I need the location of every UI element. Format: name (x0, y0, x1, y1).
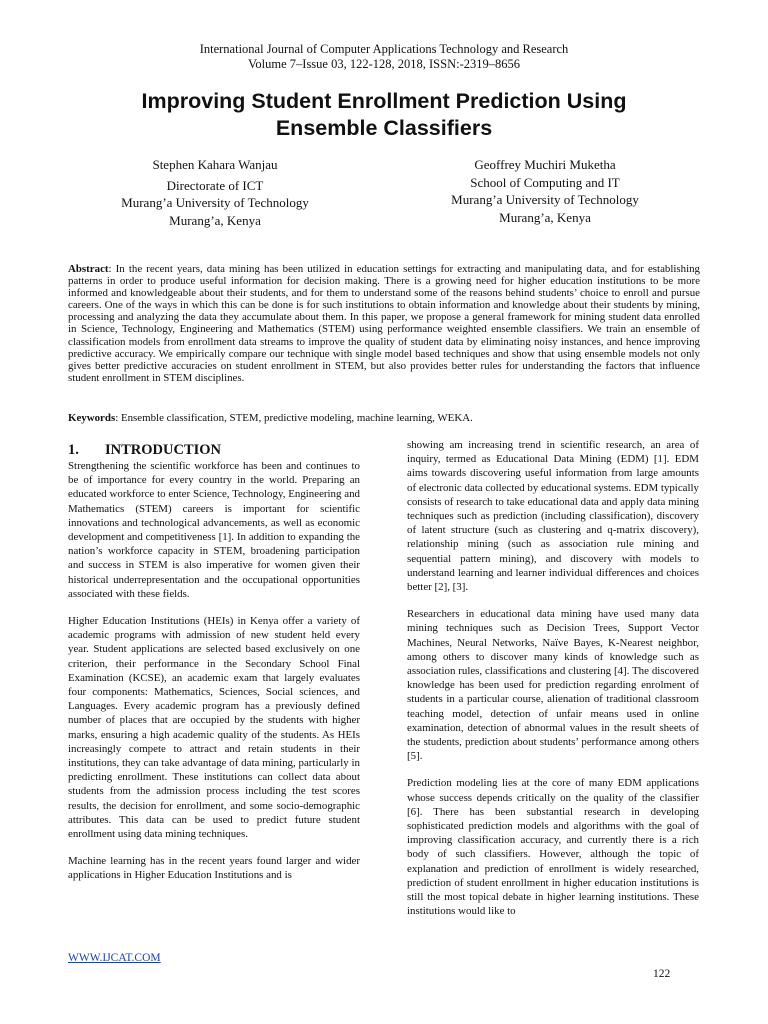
page-number: 122 (653, 968, 671, 980)
author-university: Murang’a University of Technology (451, 192, 639, 207)
paragraph: Strengthening the scientific workforce has been and continues to be of importance for every country in the world. Preparing an educated workforce to enter Science, Technology, Engineering and Mathematics (STEM) careers is important for scientific innovations and technological advancements, as well as economic development and competitiveness [1]. In addition to expanding the nation’s workforce capacity in STEM, broadening participation and success in STEM is also imperative for women given their historical underrepresentation and the occupational opportunities associated with these fields. (68, 460, 360, 600)
author-affiliation: Directorate of ICT (166, 177, 264, 193)
paragraph: Prediction modeling lies at the core of many EDM applications whose success depends critically on the quality of the classifier [6]. There has been substantial research in developing sophisticated prediction models and algorithms with the goal of improving classification accuracy, and currently there is a rich body of such classifiers. However, although the topic of explanation and prediction of enrollment is widely researched, prediction of student enrollment in higher education institutions is still the most topical debate in higher learning institutions. These institutions would like to (407, 777, 699, 918)
section-number: 1. (68, 442, 79, 458)
journal-volume: Volume 7–Issue 03, 122-128, 2018, ISSN:-2319–8656 (248, 57, 520, 71)
author-block-1 (95, 156, 335, 229)
paragraph: Researchers in educational data mining have used many data mining techniques such as Decision Trees, Support Vector Machines, Neural Networks, Naïve Bayes, K-Nearest neighbor, among others to discover many kinds of knowledge such as association rules, classifications and clustering [4]. The discovered knowledge has been used for prediction regarding enrolment of students in a particular course, alienation of traditional classroom teaching model, detection of unfair means used in online examination, detection of abnormal values in the result sheets of the students, prediction about students’ performance among others [5]. (407, 608, 699, 763)
paragraph: Machine learning has in the recent years found larger and wider applications in Higher Education Institutions and is (68, 855, 360, 882)
author-block-2 (415, 156, 675, 226)
author-name: Geoffrey Muchiri Muketha (474, 157, 616, 172)
paragraph: Higher Education Institutions (HEIs) in Kenya offer a variety of academic programs with admission of new student held every year. Student applications are selected based exclusively on one criterion, their performance in the Secondary School Final Examination (KCSE), an academic exam that largely evaluates four components: Mathematics, Sciences, Social sciences, and Languages. Every academic program has a previously defined number of places that are occupied by the students with higher marks, ensuring a high academic quality of the students. As HEIs increasingly compete to attract and retain students in their institutions, they can take advantage of data mining, particularly in predicting enrollment. These institutions can collect data about students from the admission process including the test scores results, the decision for enrollment, and some socio-demographic attributes. This data can be used to predict future student enrollment using data mining techniques. (68, 615, 360, 841)
keywords (68, 412, 700, 425)
journal-url-link[interactable]: WWW.IJCAT.COM (68, 952, 161, 964)
author-location: Murang’a, Kenya (499, 209, 591, 225)
journal-name: International Journal of Computer Applications Technology and Research (199, 42, 569, 56)
right-column (407, 438, 699, 932)
section-title: INTRODUCTION (105, 442, 222, 458)
abstract-text: : In the recent years, data mining has been utilized in education settings for extracting and manipulating data, and for establishing patterns in order to produce useful information for decision making. There is a growing need for higher education institutions to be more informed and knowledgeable about their students, and for them to understand some of the reasons behind students’ choice to enroll and pursue careers. One of the ways in which this can be done is for such institutions to obtain information and knowledge about their students by mining, processing and analyzing the data they accumulate about them. In this paper, we propose a general framework for mining student data enrolled in Science, Technology, Engineering and Mathematics (STEM) using performance weighted ensemble classifiers. We train an ensemble of classification models from enrollment data streams to improve the quality of student data by eliminating noisy instances, and hence improving predictive accuracy. We empirically compare our technique with single model based techniques and show that using ensemble models not only gives better predictive accuracies on student enrollment in STEM, but also provides better rules for understanding the factors that influence student enrollment in STEM disciplines. (68, 263, 700, 384)
paper-title (60, 88, 708, 142)
section-heading (68, 442, 360, 458)
author-name: Stephen Kahara Wanjau (152, 157, 278, 172)
left-column (68, 438, 360, 896)
author-affiliation: School of Computing and IT (470, 174, 620, 190)
keywords-text: : Ensemble classification, STEM, predictive modeling, machine learning, WEKA. (115, 412, 473, 424)
abstract (68, 263, 700, 384)
title-line-2: Ensemble Classifiers (275, 116, 493, 140)
author-location: Murang’a, Kenya (169, 212, 261, 228)
paragraph: showing am increasing trend in scientific research, an area of inquiry, termed as Educational Data Mining (EDM) [1]. EDM aims towards discovering useful information from large amounts of electronic data collected by educational systems. EDM typically consists of research to take educational data and apply data mining techniques such as prediction (including classification), discovery of latent structure (such as clustering and q-matrix discovery), relationship mining (such as association rule mining and sequential pattern mining), and discovery with models to understand learning and learner individual differences and choices better [2], [3]. (407, 439, 699, 594)
title-line-1: Improving Student Enrollment Prediction Using (141, 89, 627, 113)
author-university: Murang’a University of Technology (121, 195, 309, 210)
journal-header (0, 42, 768, 72)
abstract-label: Abstract (68, 263, 109, 275)
keywords-label: Keywords (68, 412, 116, 424)
